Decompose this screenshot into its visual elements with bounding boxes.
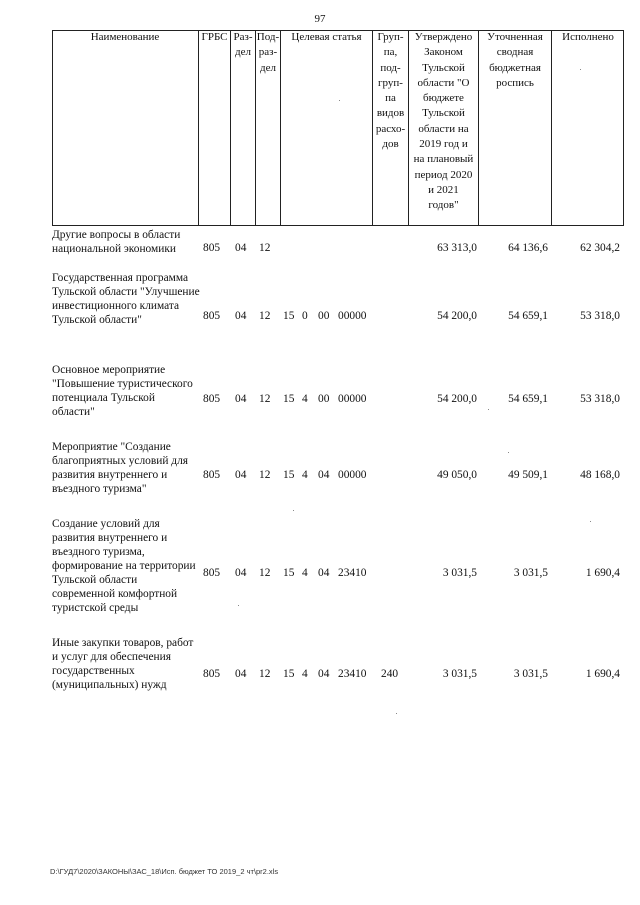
row-razdel: 04 <box>235 469 247 481</box>
row-refined: 64 136,6 <box>508 242 548 254</box>
header-name: Наименование <box>90 31 160 43</box>
row-target-program: 15 <box>283 469 295 481</box>
row-target-direction: 23410 <box>338 668 367 680</box>
row-target-subprogram: 4 <box>302 668 308 680</box>
row-grbs: 805 <box>203 242 221 254</box>
scan-speck <box>590 521 591 522</box>
row-executed: 1 690,4 <box>585 668 620 680</box>
row-grbs: 805 <box>203 469 221 481</box>
row-grbs: 805 <box>203 668 221 680</box>
row-refined: 49 509,1 <box>508 469 548 481</box>
header-grbs: ГРБС <box>198 30 230 226</box>
header-approved: Утверждено Законом Тульской области "О бюджете Тульской области на 2019 год и на плановый период 2020 и 2021 годов" <box>408 30 478 226</box>
row-refined: 3 031,5 <box>513 668 548 680</box>
row-approved: 54 200,0 <box>437 393 477 405</box>
header-podrazdel: Под- раз- дел <box>255 30 280 226</box>
row-approved: 3 031,5 <box>442 567 477 579</box>
row-podrazdel: 12 <box>259 393 271 405</box>
row-approved: 49 050,0 <box>437 469 477 481</box>
row-target-subprogram: 0 <box>302 310 308 322</box>
row-target-event: 00 <box>318 310 330 322</box>
row-group: 240 <box>381 668 399 680</box>
row-target-event: 04 <box>318 668 330 680</box>
row-podrazdel: 12 <box>259 242 271 254</box>
row-grbs: 805 <box>203 393 221 405</box>
row-executed: 53 318,0 <box>580 310 620 322</box>
row-target-event: 04 <box>318 567 330 579</box>
row-executed: 62 304,2 <box>580 242 620 254</box>
row-grbs: 805 <box>203 310 221 322</box>
row-target-direction: 00000 <box>338 310 367 322</box>
row-target-program: 15 <box>283 567 295 579</box>
row-grbs: 805 <box>203 567 221 579</box>
scan-speck <box>488 409 489 410</box>
footer-file-path: D:\ГУД7\2020\ЗАКОНЫ\ЗАС_18\Исп. бюджет ТО 2019_2 чт\pr2.xls <box>50 867 279 876</box>
page-number: 97 <box>314 13 326 25</box>
row-razdel: 04 <box>235 393 247 405</box>
header-target-article: Целевая статья <box>280 30 372 226</box>
row-executed: 1 690,4 <box>585 567 620 579</box>
row-podrazdel: 12 <box>259 469 271 481</box>
row-razdel: 04 <box>235 668 247 680</box>
row-podrazdel: 12 <box>259 668 271 680</box>
row-executed: 53 318,0 <box>580 393 620 405</box>
scan-speck <box>238 605 239 606</box>
row-approved: 3 031,5 <box>442 668 477 680</box>
row-target-subprogram: 4 <box>302 469 308 481</box>
row-name: Государственная программа Тульской области "Улучшение инвестиционного климата Тульской области" <box>52 272 200 326</box>
row-name: Другие вопросы в области национальной экономики <box>52 229 181 255</box>
row-name: Создание условий для развития внутреннего и въездного туризма, формирование на территории Тульской области современной комфортной туристской среды <box>52 518 196 614</box>
row-podrazdel: 12 <box>259 567 271 579</box>
header-executed: Исполнено <box>551 30 624 226</box>
row-target-direction: 00000 <box>338 393 367 405</box>
row-name: Мероприятие "Создание благоприятных условий для развития внутреннего и въездного туризма" <box>52 441 188 495</box>
row-razdel: 04 <box>235 242 247 254</box>
row-target-event: 00 <box>318 393 330 405</box>
scan-speck <box>508 452 509 453</box>
scan-speck <box>339 100 340 101</box>
row-refined: 3 031,5 <box>513 567 548 579</box>
scan-speck <box>580 69 581 70</box>
row-target-program: 15 <box>283 393 295 405</box>
row-executed: 48 168,0 <box>580 469 620 481</box>
row-target-subprogram: 4 <box>302 393 308 405</box>
row-target-direction: 23410 <box>338 567 367 579</box>
header-refined: Уточненная сводная бюджетная роспись <box>478 30 551 226</box>
row-podrazdel: 12 <box>259 310 271 322</box>
row-target-direction: 00000 <box>338 469 367 481</box>
scan-speck <box>293 510 294 511</box>
row-name: Иные закупки товаров, работ и услуг для обеспечения государственных (муниципальных) нужд <box>52 637 194 691</box>
row-name: Основное мероприятие "Повышение туристического потенциала Тульской области" <box>52 364 193 418</box>
row-target-program: 15 <box>283 668 295 680</box>
row-target-event: 04 <box>318 469 330 481</box>
row-razdel: 04 <box>235 567 247 579</box>
row-refined: 54 659,1 <box>508 310 548 322</box>
row-refined: 54 659,1 <box>508 393 548 405</box>
row-target-program: 15 <box>283 310 295 322</box>
row-target-subprogram: 4 <box>302 567 308 579</box>
row-razdel: 04 <box>235 310 247 322</box>
header-razdel: Раз- дел <box>230 30 255 226</box>
row-approved: 54 200,0 <box>437 310 477 322</box>
scan-speck <box>396 713 397 714</box>
row-approved: 63 313,0 <box>437 242 477 254</box>
header-group: Груп- па, под- груп- па видов расхо- дов <box>372 30 408 226</box>
